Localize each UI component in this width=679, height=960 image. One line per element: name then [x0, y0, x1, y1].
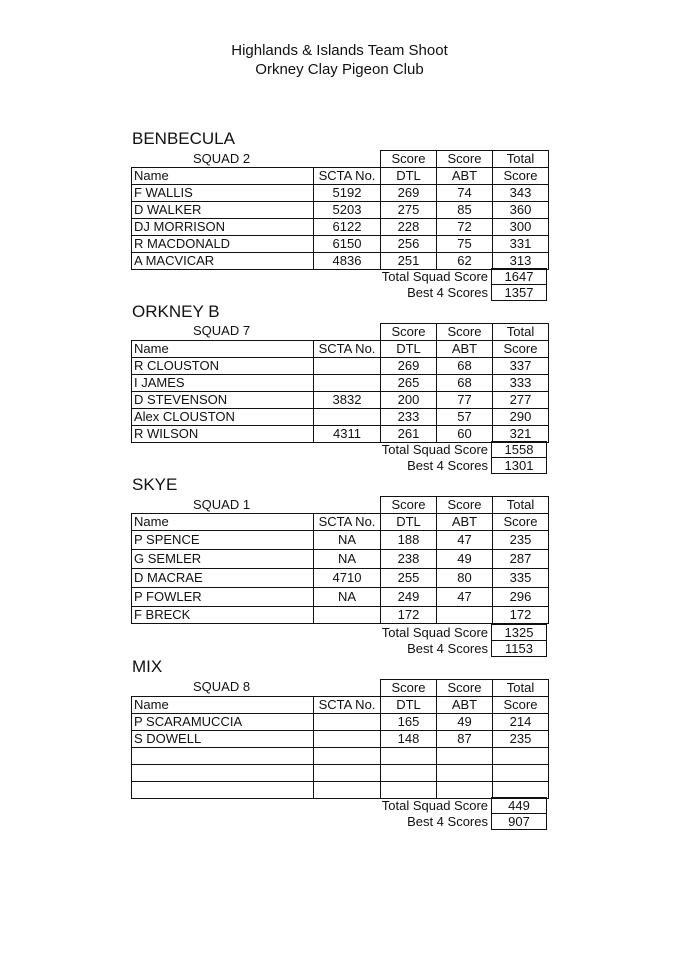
best-four-label: Best 4 Scores: [407, 814, 488, 829]
abt-score: 77: [437, 392, 493, 409]
shooter-row: [132, 426, 549, 443]
abt-score: 85: [437, 202, 493, 219]
total-squad-row: [376, 798, 547, 814]
squad-score-table: [131, 150, 549, 270]
header-total: Total: [493, 151, 549, 168]
best-four-value: 1357: [492, 285, 547, 301]
squad-summary: [376, 441, 547, 474]
total-score: [493, 748, 549, 765]
best-four-value: 1153: [492, 641, 547, 657]
table-header-row: [132, 168, 549, 185]
total-score: 313: [493, 253, 549, 270]
squad-label: SQUAD 1: [193, 497, 251, 512]
dtl-score: 233: [381, 409, 437, 426]
header-total: Total: [493, 497, 549, 514]
total-score: 235: [493, 531, 549, 550]
squad-label: SQUAD 7: [193, 323, 251, 338]
shooter-row: [132, 185, 549, 202]
shooter-name: P SCARAMUCCIA: [132, 714, 314, 731]
dtl-score: 148: [381, 731, 437, 748]
best-four-row: [376, 641, 547, 657]
dtl-score: 265: [381, 375, 437, 392]
scta-number: 4836: [314, 253, 381, 270]
shooter-name: I JAMES: [132, 375, 314, 392]
shooter-name: F BRECK: [132, 607, 314, 624]
scta-number: 6122: [314, 219, 381, 236]
total-score: [493, 782, 549, 799]
total-score: 331: [493, 236, 549, 253]
header-score: Score: [381, 151, 437, 168]
shooter-name: P FOWLER: [132, 588, 314, 607]
team-name: BENBECULA: [132, 129, 235, 148]
header-score: Score: [437, 324, 493, 341]
shooter-row: [132, 253, 549, 270]
squad-score-table: [131, 323, 549, 443]
blank-cell: [132, 680, 314, 697]
header-score: Score: [493, 168, 549, 185]
total-score: 296: [493, 588, 549, 607]
shooter-row: [132, 782, 549, 799]
shooter-name: [132, 765, 314, 782]
abt-score: 80: [437, 569, 493, 588]
dtl-score: 269: [381, 358, 437, 375]
dtl-score: 172: [381, 607, 437, 624]
header-abt: ABT: [437, 514, 493, 531]
dtl-score: 251: [381, 253, 437, 270]
dtl-score: [381, 782, 437, 799]
abt-score: 60: [437, 426, 493, 443]
shooter-row: [132, 569, 549, 588]
shooter-row: [132, 358, 549, 375]
scta-number: 5192: [314, 185, 381, 202]
dtl-score: 261: [381, 426, 437, 443]
total-squad-value: 449: [492, 798, 547, 814]
abt-score: 47: [437, 588, 493, 607]
total-score: 335: [493, 569, 549, 588]
dtl-score: 165: [381, 714, 437, 731]
header-score: Score: [493, 341, 549, 358]
dtl-score: 228: [381, 219, 437, 236]
table-header-row: [132, 151, 549, 168]
best-four-row: [376, 814, 547, 830]
shooter-row: [132, 375, 549, 392]
shooter-row: [132, 550, 549, 569]
header-scta: SCTA No.: [314, 697, 381, 714]
abt-score: [437, 782, 493, 799]
shooter-row: [132, 202, 549, 219]
total-squad-label: Total Squad Score: [381, 269, 488, 284]
abt-score: 49: [437, 550, 493, 569]
abt-score: 47: [437, 531, 493, 550]
best-four-label: Best 4 Scores: [407, 458, 488, 473]
abt-score: 62: [437, 253, 493, 270]
shooter-name: [132, 782, 314, 799]
shooter-row: [132, 748, 549, 765]
scta-number: NA: [314, 531, 381, 550]
squad-summary: [376, 624, 547, 657]
abt-score: [437, 765, 493, 782]
abt-score: 75: [437, 236, 493, 253]
shooter-name: Alex CLOUSTON: [132, 409, 314, 426]
abt-score: [437, 607, 493, 624]
shooter-row: [132, 219, 549, 236]
table-header-row: [132, 497, 549, 514]
total-score: 277: [493, 392, 549, 409]
shooter-name: A MACVICAR: [132, 253, 314, 270]
scta-number: [314, 782, 381, 799]
header-name: Name: [132, 697, 314, 714]
abt-score: 49: [437, 714, 493, 731]
dtl-score: 249: [381, 588, 437, 607]
total-score: 343: [493, 185, 549, 202]
blank-cell: [314, 324, 381, 341]
shooter-name: D STEVENSON: [132, 392, 314, 409]
scta-number: NA: [314, 588, 381, 607]
scta-number: [314, 731, 381, 748]
best-four-row: [376, 458, 547, 474]
best-four-label: Best 4 Scores: [407, 641, 488, 656]
abt-score: 57: [437, 409, 493, 426]
total-score: 214: [493, 714, 549, 731]
header-name: Name: [132, 514, 314, 531]
abt-score: 87: [437, 731, 493, 748]
total-squad-row: [376, 625, 547, 641]
header-score: Score: [437, 151, 493, 168]
total-score: 235: [493, 731, 549, 748]
scta-number: [314, 748, 381, 765]
header-scta: SCTA No.: [314, 341, 381, 358]
total-score: 321: [493, 426, 549, 443]
dtl-score: [381, 765, 437, 782]
table-header-row: [132, 680, 549, 697]
shooter-row: [132, 765, 549, 782]
squad-label: SQUAD 8: [193, 679, 251, 694]
table-header-row: [132, 324, 549, 341]
shooter-row: [132, 714, 549, 731]
scta-number: [314, 358, 381, 375]
dtl-score: 188: [381, 531, 437, 550]
header-name: Name: [132, 168, 314, 185]
shooter-name: G SEMLER: [132, 550, 314, 569]
scta-number: 6150: [314, 236, 381, 253]
best-four-value: 907: [492, 814, 547, 830]
blank-cell: [132, 324, 314, 341]
scta-number: [314, 375, 381, 392]
best-four-row: [376, 285, 547, 301]
table-header-row: [132, 697, 549, 714]
header-score: Score: [493, 514, 549, 531]
scta-number: [314, 607, 381, 624]
total-squad-row: [376, 442, 547, 458]
shooter-name: D MACRAE: [132, 569, 314, 588]
scta-number: [314, 714, 381, 731]
shooter-name: P SPENCE: [132, 531, 314, 550]
shooter-row: [132, 531, 549, 550]
document-subtitle: Orkney Clay Pigeon Club: [255, 61, 424, 78]
header-abt: ABT: [437, 697, 493, 714]
squad-score-table: [131, 679, 549, 799]
header-dtl: DTL: [381, 514, 437, 531]
squad-summary: [376, 797, 547, 830]
total-score: 172: [493, 607, 549, 624]
shooter-row: [132, 409, 549, 426]
total-score: 337: [493, 358, 549, 375]
dtl-score: 256: [381, 236, 437, 253]
header-dtl: DTL: [381, 168, 437, 185]
total-score: 300: [493, 219, 549, 236]
dtl-score: 275: [381, 202, 437, 219]
scta-number: [314, 765, 381, 782]
abt-score: 74: [437, 185, 493, 202]
abt-score: 68: [437, 358, 493, 375]
team-name: ORKNEY B: [132, 302, 220, 321]
shooter-row: [132, 236, 549, 253]
scta-number: 4710: [314, 569, 381, 588]
total-squad-value: 1647: [492, 269, 547, 285]
header-abt: ABT: [437, 341, 493, 358]
header-score: Score: [381, 324, 437, 341]
dtl-score: 255: [381, 569, 437, 588]
abt-score: [437, 748, 493, 765]
total-score: 333: [493, 375, 549, 392]
total-squad-value: 1558: [492, 442, 547, 458]
abt-score: 72: [437, 219, 493, 236]
scta-number: 3832: [314, 392, 381, 409]
total-score: [493, 765, 549, 782]
best-four-label: Best 4 Scores: [407, 285, 488, 300]
scta-number: 5203: [314, 202, 381, 219]
team-name: MIX: [132, 657, 163, 676]
shooter-row: [132, 607, 549, 624]
header-score: Score: [437, 497, 493, 514]
shooter-name: F WALLIS: [132, 185, 314, 202]
shooter-row: [132, 392, 549, 409]
header-abt: ABT: [437, 168, 493, 185]
dtl-score: 238: [381, 550, 437, 569]
blank-cell: [314, 151, 381, 168]
shooter-name: R MACDONALD: [132, 236, 314, 253]
team-name: SKYE: [132, 475, 178, 494]
abt-score: 68: [437, 375, 493, 392]
blank-cell: [132, 151, 314, 168]
header-dtl: DTL: [381, 341, 437, 358]
header-scta: SCTA No.: [314, 168, 381, 185]
shooter-name: D WALKER: [132, 202, 314, 219]
total-squad-row: [376, 269, 547, 285]
squad-score-table: [131, 496, 549, 624]
blank-cell: [314, 680, 381, 697]
shooter-name: [132, 748, 314, 765]
blank-cell: [132, 497, 314, 514]
total-score: 287: [493, 550, 549, 569]
header-total: Total: [493, 680, 549, 697]
scta-number: 4311: [314, 426, 381, 443]
header-dtl: DTL: [381, 697, 437, 714]
total-squad-label: Total Squad Score: [381, 798, 488, 813]
total-score: 360: [493, 202, 549, 219]
blank-cell: [314, 497, 381, 514]
header-name: Name: [132, 341, 314, 358]
shooter-name: R CLOUSTON: [132, 358, 314, 375]
shooter-name: DJ MORRISON: [132, 219, 314, 236]
dtl-score: [381, 748, 437, 765]
document-title: Highlands & Islands Team Shoot: [231, 42, 448, 59]
header-total: Total: [493, 324, 549, 341]
header-score: Score: [437, 680, 493, 697]
squad-summary: [376, 268, 547, 301]
squad-label: SQUAD 2: [193, 151, 251, 166]
shooter-row: [132, 731, 549, 748]
table-header-row: [132, 341, 549, 358]
header-score: Score: [381, 497, 437, 514]
dtl-score: 200: [381, 392, 437, 409]
shooter-row: [132, 588, 549, 607]
table-header-row: [132, 514, 549, 531]
total-squad-value: 1325: [492, 625, 547, 641]
shooter-name: R WILSON: [132, 426, 314, 443]
scta-number: [314, 409, 381, 426]
scta-number: NA: [314, 550, 381, 569]
header-score: Score: [381, 680, 437, 697]
total-score: 290: [493, 409, 549, 426]
total-squad-label: Total Squad Score: [381, 625, 488, 640]
total-squad-label: Total Squad Score: [381, 442, 488, 457]
shooter-name: S DOWELL: [132, 731, 314, 748]
best-four-value: 1301: [492, 458, 547, 474]
dtl-score: 269: [381, 185, 437, 202]
header-score: Score: [493, 697, 549, 714]
header-scta: SCTA No.: [314, 514, 381, 531]
